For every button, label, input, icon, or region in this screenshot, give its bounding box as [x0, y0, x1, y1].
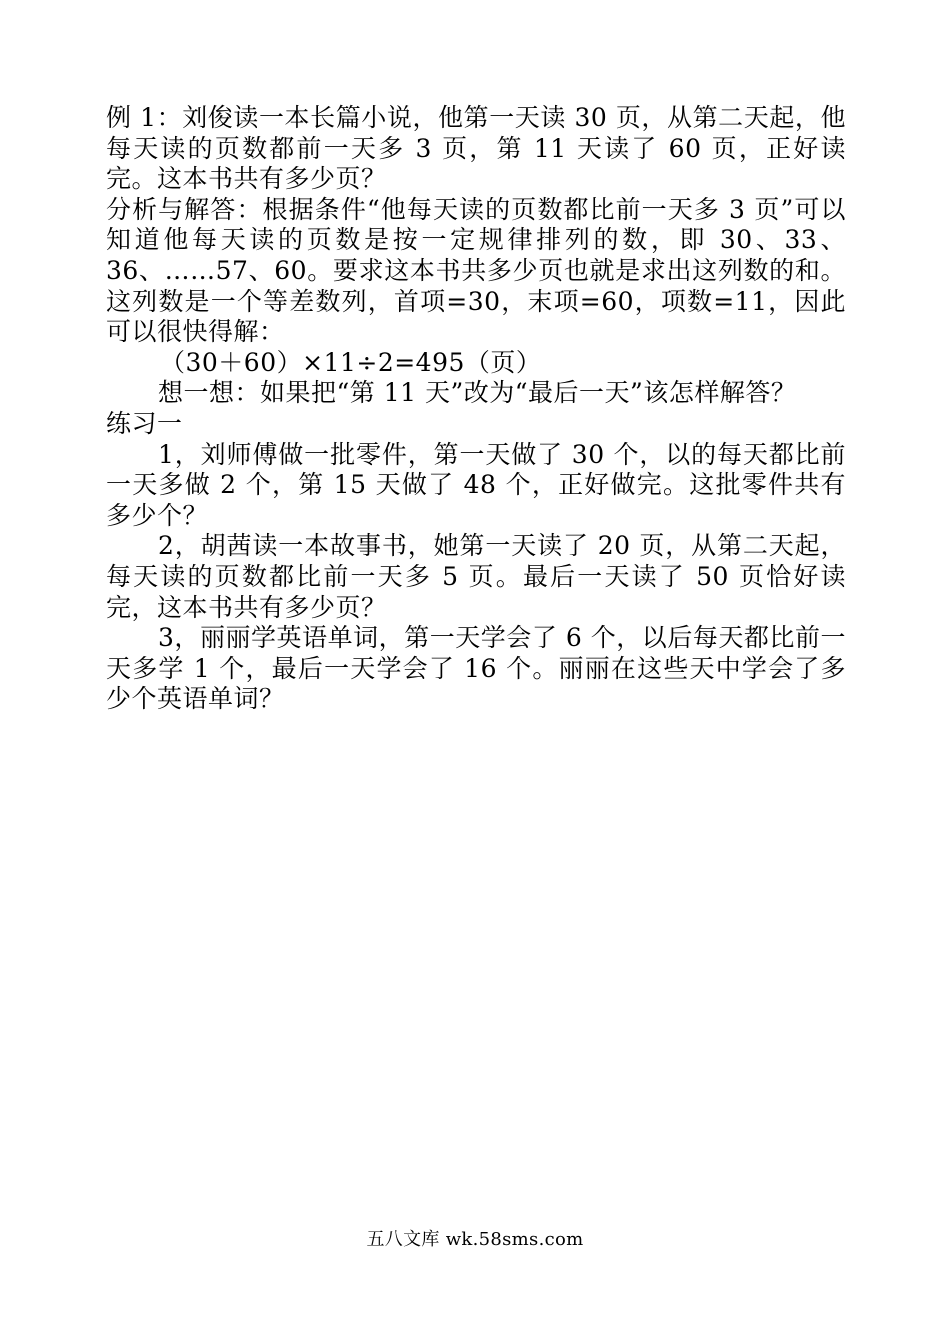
exercise-title: 练习一: [106, 408, 183, 438]
example-problem: 例 1：刘俊读一本长篇小说，他第一天读 30 页，从第二天起，他每天读的页数都前一天多 3 页，第 11 天读了 60 页，正好读完。这本书共有多少页？: [106, 103, 846, 194]
example-think-question: 想一想：如果把“第 11 天”改为“最后一天”该怎样解答？: [158, 378, 797, 408]
document-body: [106, 103, 846, 715]
exercise-item-3: 3，丽丽学英语单词，第一天学会了 6 个，以后每天都比前一天多学 1 个，最后一天学会了 16 个。丽丽在这些天中学会了多少个英语单词？: [106, 623, 846, 714]
example-analysis: 分析与解答：根据条件“他每天读的页数都比前一天多 3 页”可以知道他每天读的页数是按一定规律排列的数，即 30、33、36、……57、60。要求这本书共多少页也就是求出这列数的和。这列数是一个等差数列，首项=30，末项=60，项数=11，因此可以很快得解：: [106, 194, 846, 347]
example-formula: （30＋60）×11÷2=495（页）: [160, 347, 542, 377]
exercise-item-1: 1，刘师傅做一批零件，第一天做了 30 个，以的每天都比前一天多做 2 个，第 15 天做了 48 个，正好做完。这批零件共有多少个？: [106, 439, 846, 530]
page-footer: 五八文库 wk.58sms.com: [366, 1229, 584, 1250]
exercise-item-2: 2，胡茜读一本故事书，她第一天读了 20 页，从第二天起，每天读的页数都比前一天多 5 页。最后一天读了 50 页恰好读完，这本书共有多少页？: [106, 531, 846, 622]
